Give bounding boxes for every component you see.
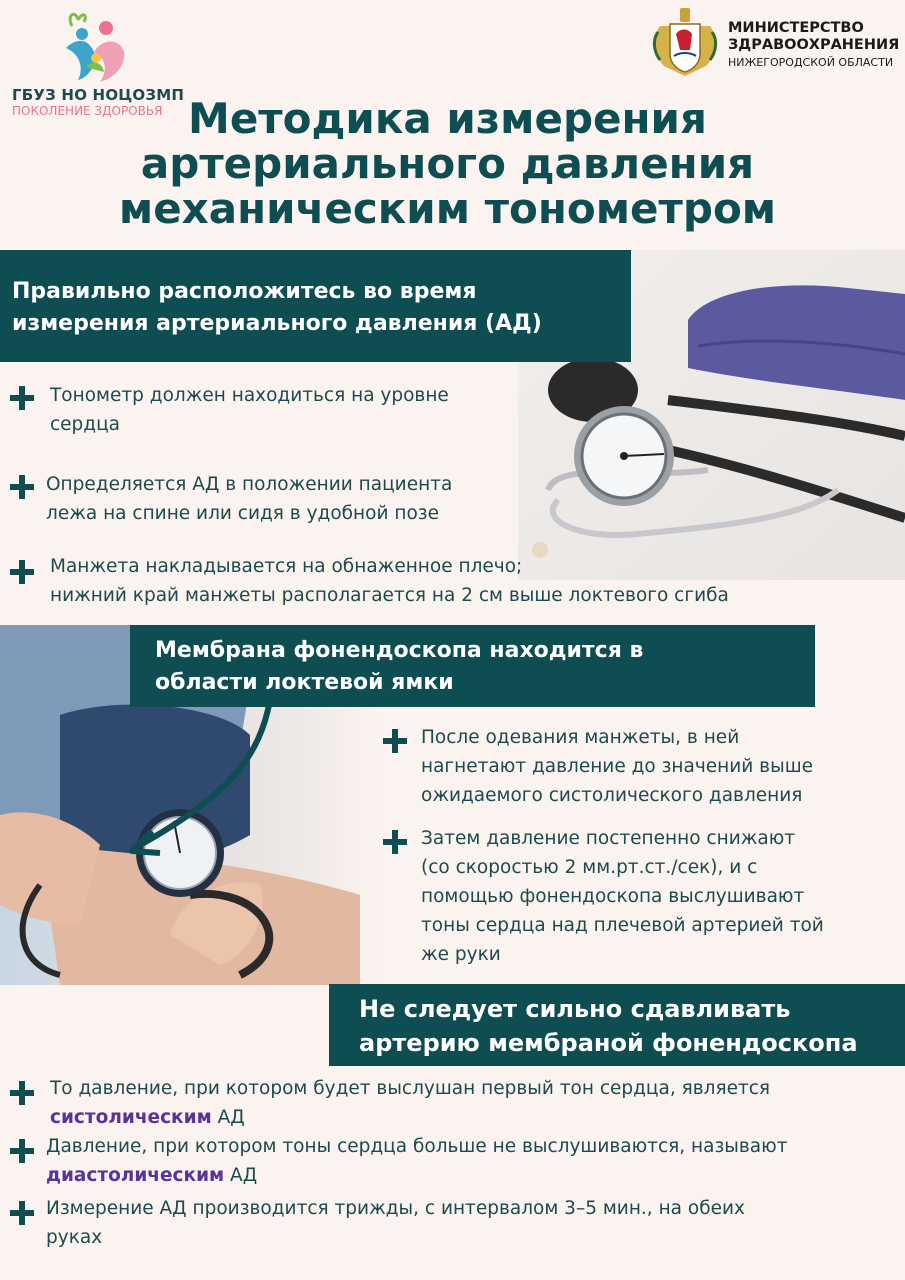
ministry-line-3: НИЖЕГОРОДСКОЙ ОБЛАСТИ xyxy=(728,56,894,69)
page-title xyxy=(60,96,835,231)
plus-icon xyxy=(10,1081,34,1105)
item-text-line-2: сердца xyxy=(50,414,121,435)
section1-banner xyxy=(0,250,631,362)
item-text-line-2: нижний край манжеты располагается на 2 см выше локтевого сгиба xyxy=(50,585,729,606)
title-line-3: механическим тонометром xyxy=(118,184,777,233)
title-line-1: Методика измерения xyxy=(188,94,707,143)
item-text-line-1: Манжета накладывается на обнаженное плечо; xyxy=(50,556,523,577)
org-subtitle: ПОКОЛЕНИЕ ЗДОРОВЬЯ xyxy=(12,104,163,118)
section2-heading-line-1: Мембрана фонендоскопа находится в xyxy=(155,638,644,663)
section3-heading-line-2: артерию мембраной фонендоскопа xyxy=(359,1029,858,1057)
section2-banner xyxy=(130,625,815,707)
ministry-line-2: ЗДРАВООХРАНЕНИЯ xyxy=(728,37,900,53)
plus-icon xyxy=(10,386,34,410)
plus-icon xyxy=(10,1139,34,1163)
item-text-line-1: Определяется АД в положении пациента xyxy=(46,474,453,495)
item-text-line-2: (со скоростью 2 мм.рт.ст./сек), и с xyxy=(421,857,758,878)
item-text-line-1: Тонометр должен находиться на уровне xyxy=(50,385,449,406)
item-text-tail: АД xyxy=(224,1165,258,1186)
plus-icon xyxy=(383,830,407,854)
ministry-line-1: МИНИСТЕРСТВО xyxy=(728,20,864,36)
item-text-line-1: То давление, при котором будет выслушан первый тон сердца, является xyxy=(50,1078,771,1099)
plus-icon xyxy=(10,560,34,584)
systolic-term: систолическим xyxy=(50,1107,212,1128)
item-text-line-3: ожидаемого систолического давления xyxy=(421,785,803,806)
section3-banner xyxy=(329,984,905,1066)
section1-heading-line-2: измерения артериального давления (АД) xyxy=(12,311,542,336)
plus-icon xyxy=(10,1201,34,1225)
plus-icon xyxy=(383,729,407,753)
item-text-line-2: нагнетают давление до значений выше xyxy=(421,756,814,777)
plus-icon xyxy=(10,475,34,499)
coat-of-arms-icon xyxy=(650,6,720,78)
diastolic-term: диастолическим xyxy=(46,1165,225,1186)
item-text-line-2: лежа на спине или сидя в удобной позе xyxy=(46,503,439,524)
item-text-line-1: Измерение АД производится трижды, с интервалом 3–5 мин., на обеих xyxy=(46,1198,745,1219)
item-text-line-2: руках xyxy=(46,1227,103,1248)
item-text-tail: АД xyxy=(211,1107,245,1128)
item-text-line-5: же руки xyxy=(421,944,501,965)
family-logo-icon xyxy=(58,8,130,86)
item-text-line-1: После одевания манжеты, в ней xyxy=(421,727,740,748)
section3-heading-line-1: Не следует сильно сдавливать xyxy=(359,995,791,1023)
title-line-2: артериального давления xyxy=(140,139,755,188)
item-text-line-1: Затем давление постепенно снижают xyxy=(421,828,796,849)
section2-heading-line-2: области локтевой ямки xyxy=(155,670,454,695)
item-text-line-4: тоны сердца над плечевой артерией той xyxy=(421,915,824,936)
ministry-logo xyxy=(650,6,900,78)
section1-heading-line-1: Правильно расположитесь во время xyxy=(12,279,477,304)
item-text-line-1: Давление, при котором тоны сердца больше не выслушиваются, называют xyxy=(46,1136,788,1157)
item-text-line-3: помощью фонендоскопа выслушивают xyxy=(421,886,805,907)
org-name: ГБУЗ НО НОЦОЗМП xyxy=(12,86,185,104)
